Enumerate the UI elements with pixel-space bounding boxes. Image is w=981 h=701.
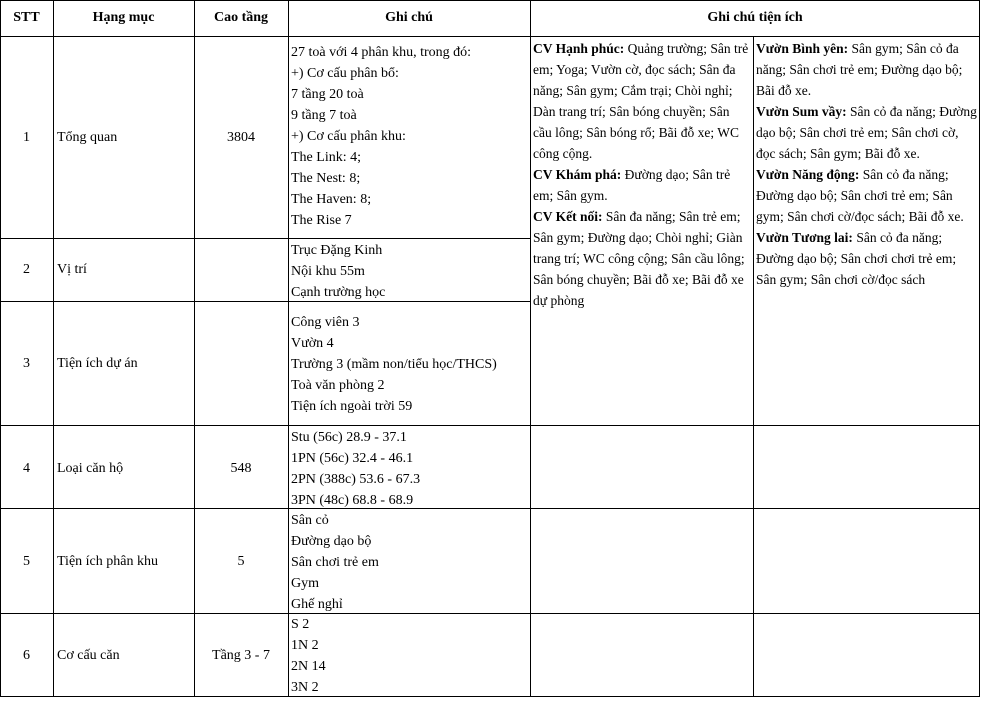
ghi-chu-line: Stu (56c) 28.9 - 37.1 [291, 430, 407, 445]
ghi-chu-line: Nội khu 55m [291, 264, 365, 279]
ghi-chu-line: 9 tầng 7 toà [291, 108, 357, 123]
row-3-ghi-chu [291, 312, 529, 417]
row-6-stt: 6 [23, 648, 30, 663]
ghi-chu-line: The Haven: 8; [291, 192, 372, 207]
row-1-hang-muc: Tổng quan [57, 130, 118, 145]
ghi-chu-line: 1PN (56c) 32.4 - 46.1 [291, 451, 414, 466]
grid-line [0, 425, 980, 426]
ghi-chu-line: 2N 14 [291, 659, 326, 674]
grid-line [194, 0, 195, 697]
ghi-chu-line: 2PN (388c) 53.6 - 67.3 [291, 472, 421, 487]
row-2-hang-muc: Vị trí [57, 262, 87, 277]
ghi-chu-line: Tiện ích ngoài trời 59 [291, 399, 413, 414]
tien-ich-cong-vien [533, 38, 751, 311]
ghi-chu-line: 3N 2 [291, 680, 319, 695]
ghi-chu-line: Vườn 4 [291, 336, 334, 351]
ghi-chu-line: The Rise 7 [291, 213, 352, 228]
row-3-stt: 3 [23, 356, 30, 371]
tien-ich-group: CV Kết nối: Sân đa năng; Sân trẻ em; Sân gym; Đường dạo; Chòi nghỉ; Giàn trang trí; WC công cộng; Sân cầu lông; Sân bóng chuyền; Bãi đỗ xe; Bãi đỗ xe dự phòng [533, 209, 745, 308]
row-5-hang-muc: Tiện ích phân khu [57, 554, 158, 569]
ghi-chu-line: Toà văn phòng 2 [291, 378, 385, 393]
row-3-hang-muc: Tiện ích dự án [57, 356, 138, 371]
ghi-chu-line: +) Cơ cấu phân khu: [291, 129, 406, 144]
ghi-chu-line: 1N 2 [291, 638, 319, 653]
row-6-ghi-chu [291, 614, 529, 698]
row-6-cao-tang: Tầng 3 - 7 [212, 648, 270, 663]
ghi-chu-line: The Nest: 8; [291, 171, 361, 186]
ghi-chu-line: Sân cỏ [291, 513, 329, 528]
ghi-chu-line: Công viên 3 [291, 315, 360, 330]
row-2-stt: 2 [23, 262, 30, 277]
grid-line [0, 36, 980, 37]
ghi-chu-line: The Link: 4; [291, 150, 361, 165]
grid-line [0, 0, 980, 1]
row-5-cao-tang: 5 [237, 554, 245, 569]
row-1-cao-tang: 3804 [227, 130, 255, 145]
tien-ich-vuon [756, 38, 977, 290]
row-1-stt: 1 [23, 130, 30, 145]
grid-line [288, 0, 289, 697]
grid-line [0, 0, 1, 697]
ghi-chu-line: S 2 [291, 617, 310, 632]
tien-ich-group: Vườn Năng động: Sân cỏ đa năng; Đường dạo bộ; Sân chơi trẻ em; Sân gym; Sân chơi cờ/đọc sách; Bãi đỗ xe. [756, 167, 964, 224]
ghi-chu-line: Cạnh trường học [291, 285, 386, 300]
grid-line [530, 0, 531, 697]
ghi-chu-line: 3PN (48c) 68.8 - 68.9 [291, 493, 414, 508]
row-4-hang-muc: Loại căn hộ [57, 461, 124, 476]
grid-line [979, 0, 980, 697]
tien-ich-group: Vườn Tương lai: Sân cỏ đa năng; Đường dạo bộ; Sân chơi chơi trẻ em; Sân gym; Sân chơi cờ/đọc sách [756, 230, 957, 287]
row-4-cao-tang: 548 [230, 461, 252, 476]
grid-line [753, 36, 754, 697]
header-hang-muc: Hạng mục [92, 10, 155, 25]
ghi-chu-line: +) Cơ cấu phân bổ: [291, 66, 399, 81]
row-5-stt: 5 [23, 554, 30, 569]
tien-ich-group: Vườn Bình yên: Sân gym; Sân cỏ đa năng; Sân chơi trẻ em; Đường dạo bộ; Bãi đỗ xe. [756, 41, 963, 98]
ghi-chu-line: 7 tầng 20 toà [291, 87, 364, 102]
tien-ich-group: Vườn Sum vầy: Sân cỏ đa năng; Đường dạo bộ; Sân chơi trẻ em; Sân chơi cờ, đọc sách; Sân gym; Bãi đỗ xe. [756, 104, 977, 161]
header-cao-tang: Cao tầng [213, 10, 269, 25]
tien-ich-group: CV Hạnh phúc: Quảng trường; Sân trẻ em; Yoga; Vườn cờ, đọc sách; Sân đa năng; Sân gym; Cắm trại; Chòi nghỉ; Dàn trang trí; Sân bóng chuyền; Sân cầu lông; Sân bóng rổ; Bãi đỗ xe; WC công cộng. [533, 41, 749, 161]
ghi-chu-line: Ghế nghỉ [291, 597, 343, 612]
row-5-ghi-chu [291, 510, 529, 615]
grid-line [0, 238, 530, 239]
row-4-ghi-chu [291, 427, 529, 511]
row-1-ghi-chu [291, 42, 529, 231]
row-4-stt: 4 [23, 461, 30, 476]
ghi-chu-line: Đường dạo bộ [291, 534, 372, 549]
ghi-chu-line: Trục Đặng Kinh [291, 243, 383, 258]
header-ghi-chu-tien-ich: Ghi chú tiện ích [707, 10, 803, 25]
ghi-chu-line: Gym [291, 576, 319, 591]
header-stt: STT [13, 10, 40, 25]
row-2-ghi-chu [291, 240, 529, 303]
ghi-chu-line: Trường 3 (mầm non/tiểu học/THCS) [291, 357, 497, 372]
ghi-chu-line: 27 toà với 4 phân khu, trong đó: [291, 45, 472, 60]
row-6-hang-muc: Cơ cấu căn [57, 648, 120, 663]
ghi-chu-line: Sân chơi trẻ em [291, 555, 379, 570]
header-ghi-chu: Ghi chú [385, 10, 433, 25]
grid-line [53, 0, 54, 697]
tien-ich-group: CV Khám phá: Đường dạo; Sân trẻ em; Sân gym. [533, 167, 731, 203]
